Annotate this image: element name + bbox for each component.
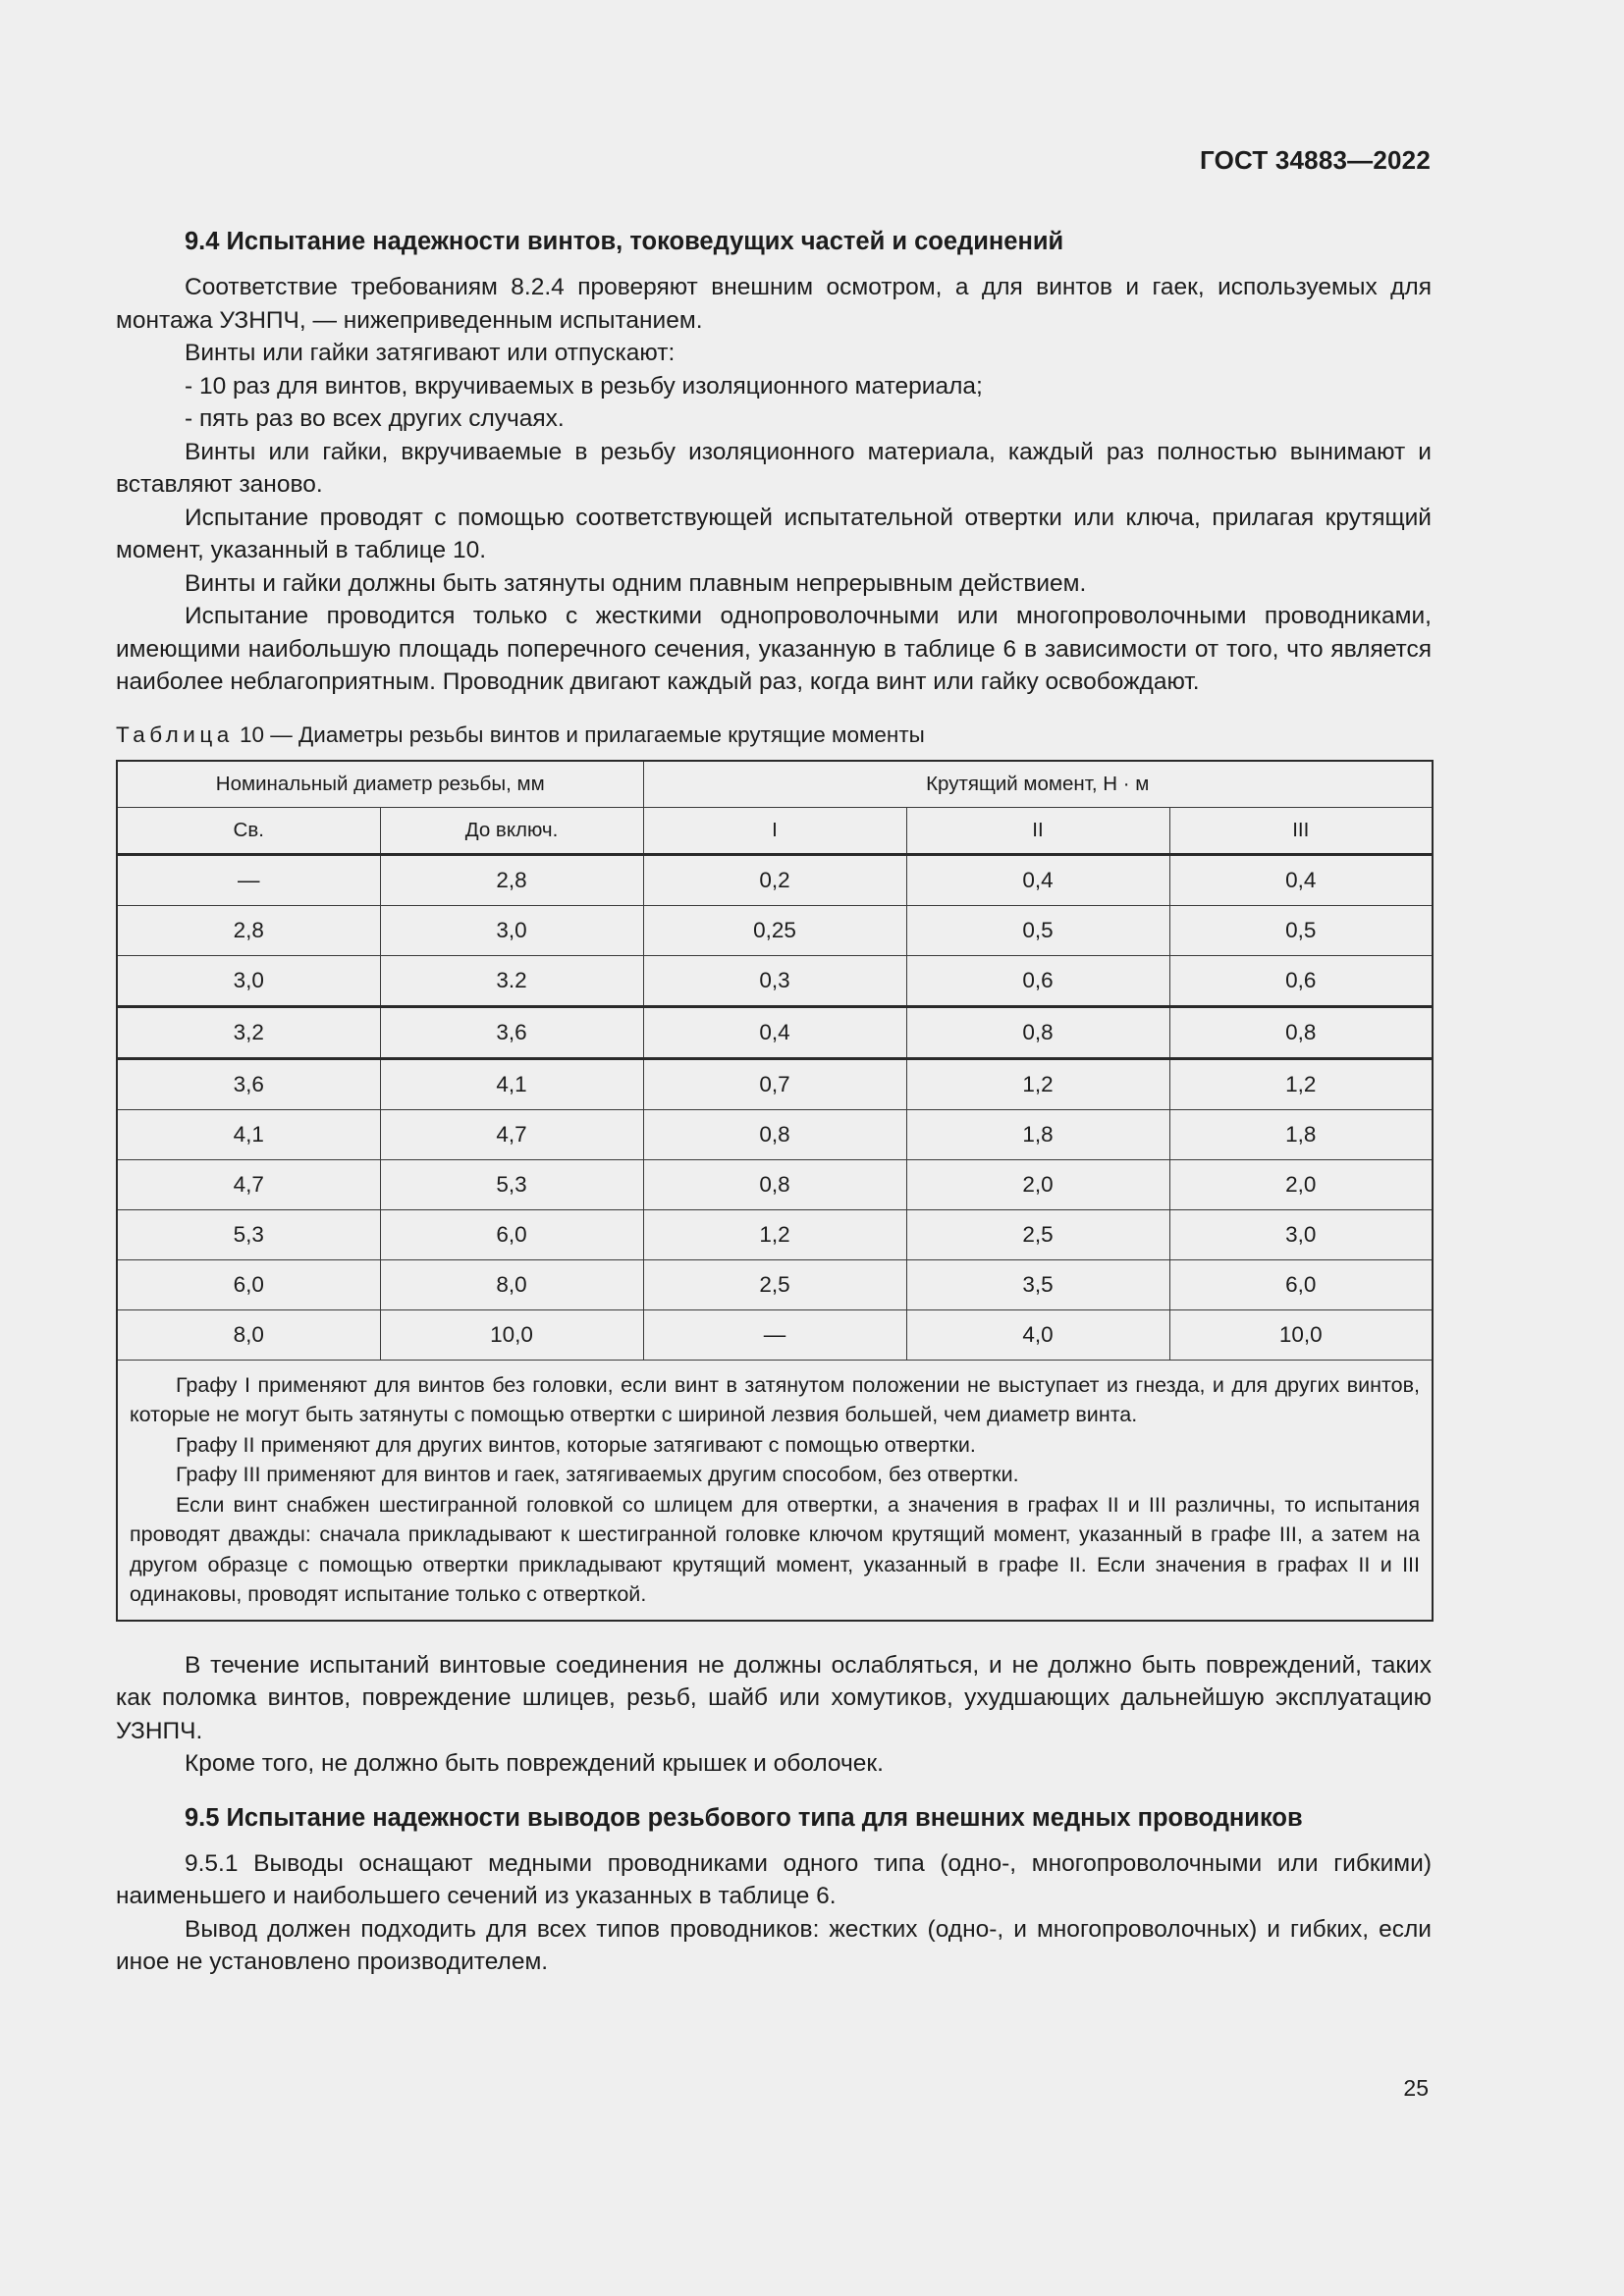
table-cell: 0,4 [1169, 854, 1433, 905]
table-cell: 10,0 [380, 1309, 643, 1360]
table-row [117, 1259, 1433, 1309]
table-cell: — [117, 854, 380, 905]
table-cell: 0,25 [643, 905, 906, 955]
list-item: - 10 раз для винтов, вкручиваемых в резьбу изоляционного материала; [185, 372, 983, 400]
table-note: Графу III применяют для винтов и гаек, затягиваемых другим способом, без отвертки. [176, 1463, 1019, 1486]
table-row [117, 905, 1433, 955]
paragraph: Винты или гайки затягивают или отпускают: [185, 340, 676, 366]
table-cell: 3,6 [380, 1006, 643, 1058]
table-cell: 10,0 [1169, 1309, 1433, 1360]
table-cell: 4,7 [117, 1159, 380, 1209]
table-cell: — [643, 1309, 906, 1360]
paragraph: Винты или гайки, вкручиваемые в резьбу изоляционного материала, каждый раз полностью вынимают и вставляют заново. [116, 438, 1432, 498]
table-cell: 0,8 [906, 1006, 1169, 1058]
table-cell: 2,5 [906, 1209, 1169, 1259]
table-cell: 4,7 [380, 1109, 643, 1159]
table-cell: 5,3 [380, 1159, 643, 1209]
table-cell: 5,3 [117, 1209, 380, 1259]
table-cell: 6,0 [117, 1259, 380, 1309]
table-cell: 0,4 [906, 854, 1169, 905]
table-cell: 2,5 [643, 1259, 906, 1309]
table-cell: 3,0 [1169, 1209, 1433, 1259]
table-cell: 2,0 [1169, 1159, 1433, 1209]
table-cell: 1,2 [1169, 1058, 1433, 1109]
table-caption-word: Таблица [116, 721, 234, 747]
table-col-header: III [1169, 807, 1433, 854]
table-cell: 1,2 [906, 1058, 1169, 1109]
table-cell: 0,4 [643, 1006, 906, 1058]
table-body [117, 854, 1433, 1621]
table-cell: 2,0 [906, 1159, 1169, 1209]
paragraph: Соответствие требованиям 8.2.4 проверяют внешним осмотром, а для винтов и гаек, используемых для монтажа УЗНПЧ, — нижеприведенным испытанием. [116, 274, 1432, 334]
table-cell: 0,8 [643, 1109, 906, 1159]
table-row [117, 1109, 1433, 1159]
table-note: Графу II применяют для других винтов, которые затягивают с помощью отвертки. [176, 1432, 976, 1457]
paragraph: Винты и гайки должны быть затянуты одним плавным непрерывным действием. [185, 569, 1087, 597]
table-cell: 4,1 [117, 1109, 380, 1159]
table-caption [116, 721, 1432, 750]
list-item: - пять раз во всех других случаях. [185, 405, 565, 432]
table-col-header: Св. [117, 807, 380, 854]
table-row [117, 955, 1433, 1006]
page-content [116, 224, 1432, 1979]
table-cell: 0,6 [906, 955, 1169, 1006]
table-col-header: До включ. [380, 807, 643, 854]
table-cell: 1,8 [1169, 1109, 1433, 1159]
table-cell: 0,5 [1169, 905, 1433, 955]
table-cell: 0,8 [643, 1159, 906, 1209]
table-cell: 1,8 [906, 1109, 1169, 1159]
section-heading-9-5: 9.5 Испытание надежности выводов резьбового типа для внешних медных проводников [185, 1803, 1303, 1832]
table-cell: 6,0 [1169, 1259, 1433, 1309]
table-header-torque: Крутящий момент, Н · м [643, 761, 1433, 808]
section-heading-9-4: 9.4 Испытание надежности винтов, токоведущих частей и соединений [185, 228, 1064, 255]
table-cell: 2,8 [380, 854, 643, 905]
table-col-header: II [906, 807, 1169, 854]
table-cell: 0,6 [1169, 955, 1433, 1006]
table-notes-row [117, 1360, 1433, 1621]
table-cell: 4,1 [380, 1058, 643, 1109]
table-cell: 2,8 [117, 905, 380, 955]
paragraph: Испытание проводят с помощью соответствующей испытательной отвертки или ключа, прилагая крутящий момент, указанный в таблице 10. [116, 504, 1432, 563]
paragraph: В течение испытаний винтовые соединения не должны ослабляться, и не должно быть повреждений, таких как поломка винтов, повреждение шлицев, резьб, шайб или хомутиков, ухудшающих дальнейшую эксплуатацию УЗНПЧ. [116, 1651, 1432, 1744]
table-cell: 4,0 [906, 1309, 1169, 1360]
table-cell: 8,0 [380, 1259, 643, 1309]
paragraph: Испытание проводится только с жесткими однопроволочными или многопроволочными проводниками, имеющими наибольшую площадь поперечного сечения, указанную в таблице 6 в зависимости от того, что является наиболее неблагоприятным. Проводник двигают каждый раз, когда винт или гайку освобождают. [116, 603, 1432, 695]
paragraph: Вывод должен подходить для всех типов проводников: жестких (одно-, и многопроволочных) и гибких, если иное не установлено производителем. [116, 1915, 1432, 1975]
table-cell: 3,0 [117, 955, 380, 1006]
table-cell: 1,2 [643, 1209, 906, 1259]
table-cell: 0,2 [643, 854, 906, 905]
table-note: Графу I применяют для винтов без головки, если винт в затянутом положении не выступает из гнезда, и для других винтов, которые не могут быть затянуты с помощью отвертки с шириной лезвия большей, чем диаметр винта. [130, 1372, 1420, 1426]
table-row [117, 1058, 1433, 1109]
paragraph: 9.5.1 Выводы оснащают медными проводниками одного типа (одно-, многопроволочными или гибкими) наименьшего и наибольшего сечений из указанных в таблице 6. [116, 1849, 1432, 1909]
table-cell: 3,0 [380, 905, 643, 955]
table-row [117, 1006, 1433, 1058]
table-cell: 6,0 [380, 1209, 643, 1259]
table-notes [117, 1360, 1433, 1621]
table-cell: 0,3 [643, 955, 906, 1006]
document-id: ГОСТ 34883—2022 [1200, 145, 1431, 175]
paragraph: Кроме того, не должно быть повреждений крышек и оболочек. [185, 1750, 884, 1777]
table-cell: 0,7 [643, 1058, 906, 1109]
table-cell: 3,2 [117, 1006, 380, 1058]
table-caption-text: 10 — Диаметры резьбы винтов и прилагаемые крутящие моменты [233, 721, 925, 747]
torque-table [116, 760, 1434, 1622]
table-row [117, 854, 1433, 905]
table-cell: 3.2 [380, 955, 643, 1006]
table-header-diameter: Номинальный диаметр резьбы, мм [117, 761, 643, 808]
page-number: 25 [1403, 2075, 1429, 2101]
table-cell: 8,0 [117, 1309, 380, 1360]
table-row [117, 1159, 1433, 1209]
table-row [117, 1309, 1433, 1360]
table-cell: 0,8 [1169, 1006, 1433, 1058]
table-note: Если винт снабжен шестигранной головкой со шлицем для отвертки, а значения в графах II и III различны, то испытания проводят дважды: сначала прикладывают к шестигранной головке ключом крутящий момент, указанный в графе III, а затем на другом образце с помощью отвертки прикладывают крутящий момент, указанный в графе II. Если значения в графах II и III одинаковы, проводят испытание только с отверткой. [130, 1492, 1420, 1606]
table-row [117, 1209, 1433, 1259]
table-col-header: I [643, 807, 906, 854]
table-cell: 3,5 [906, 1259, 1169, 1309]
table-cell: 0,5 [906, 905, 1169, 955]
table-cell: 3,6 [117, 1058, 380, 1109]
